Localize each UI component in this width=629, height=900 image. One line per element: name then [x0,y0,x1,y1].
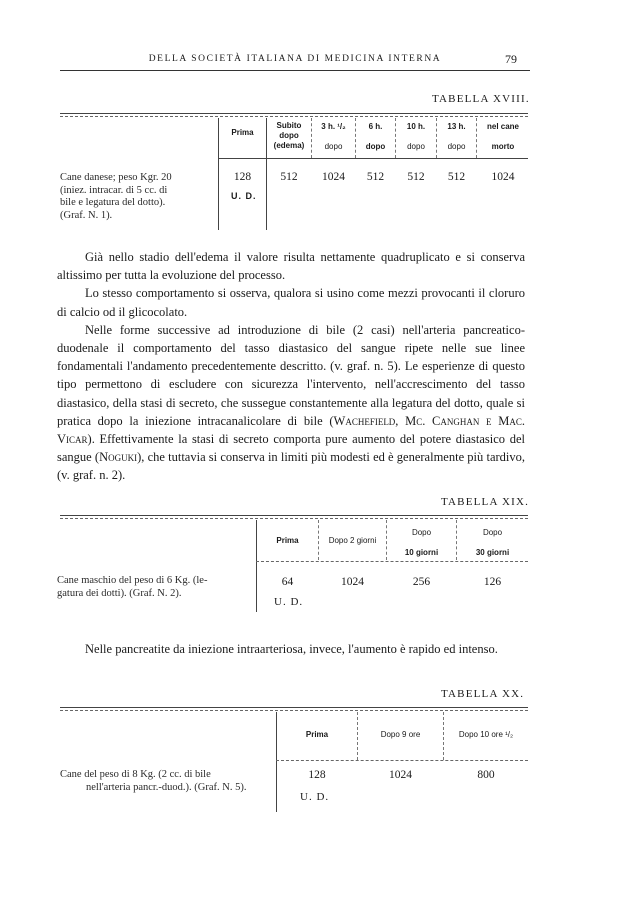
table18-col-header: 3 h. ¹/₂ dopo [321,122,346,151]
table20-cell: 1024 [389,769,412,781]
table20-col-header: Dopo 9 ore [380,730,421,739]
paragraph: Lo stesso comportamento si osserva, qualora si usino come mezzi provocanti il cloruro di calcio od il glicocolato. [57,286,525,319]
table19-col-header: Prima [276,536,299,545]
table18-cell: 1024 [322,171,345,183]
table19-cell: 256 [412,576,431,588]
table19-col-header: Dopo 30 giorni [475,528,510,557]
table19-row-label: Cane maschio del peso di 6 Kg. (le- gatura dei dotti). (Graf. N. 2). [57,575,208,599]
table20-vline [276,712,277,812]
table19-header-rule [256,561,528,562]
table19-cell: 126 [483,576,502,588]
table18-col-header: Prima [231,128,254,137]
table18-col-header: nel cane morto [486,122,519,151]
table19-cell: 1024 [341,576,364,588]
table20-title: TABELLA XX. [441,688,525,700]
header-rule [60,70,530,71]
table18-top-rule [60,113,528,114]
table20-row-label: Cane del peso di 8 Kg. (2 cc. di bile nell'arteria pancr.-duod.). (Graf. N. 5). [60,769,247,793]
table18-col-header: 13 h. dopo [447,122,466,151]
table20-top-rule [60,707,528,708]
table18-row-label: Cane danese; peso Kgr. 20 (iniez. intracar. di 5 cc. di bile e legatura del dotto). (Graf. N. 1). [60,172,172,221]
table19-col-header: Dopo 2 giorni [328,536,377,545]
table18-unit: U. D. [231,191,257,201]
table18-top-rule-2 [60,116,528,117]
table18-cell: 1024 [491,171,515,183]
table18-cell: 512 [366,171,385,183]
table18-col-header: 6 h. dopo [365,122,386,151]
table18-cell: 512 [447,171,466,183]
paragraph: Nelle forme successive ad introduzione di bile (2 casi) nell'arteria pancreatico-duodenale il comportamento del tasso diastasico del sangue ripete nelle sue linee fondamentali l'andamento precedentemente descritto. (v. graf. n. 5). Le esperienze di questo tipo permettono di escludere con sicurezza l'intervento, nell'accrescimento del tasso diastasico, della stasi di secreto, che sussegue constantemente alla legatura del dotto, quale si pratica dopo la iniezione intracanalicolare di bile (Wachefield, Mc. Canghan e Mac. Vicar). Effettivamente la stasi di secreto comporta pure aumento del potere diastasico del sangue (Noguki), che tuttavia si conserva in limiti più modesti ed è generalmente più tardivo, (v. graf. n. 2). [57,322,526,483]
table20-col-header: Prima [305,730,329,739]
table20-cell: 800 [477,769,495,781]
body-text [57,248,525,485]
body-text-2 [57,640,525,658]
paragraph: Già nello stadio dell'edema il valore risulta nettamente quadruplicato e si conserva altissimo per tutta la evoluzione del processo. [57,250,525,283]
table20-cell: 128 [308,769,326,781]
table18-header-rule [218,158,528,159]
table18-cell: 512 [407,171,425,183]
table19-vline [256,520,257,612]
table19-unit: U. D. [274,596,304,608]
table20-header-rule [276,760,528,761]
page-number: 79 [505,52,517,66]
table19-top-rule-2 [60,518,528,519]
table20-col-header: Dopo 10 ore ¹/₂ [458,730,514,739]
table19-cell: 64 [281,576,294,588]
table20-top-rule-2 [60,710,528,711]
table20-unit: U. D. [300,791,330,803]
running-head: DELLA SOCIETÀ ITALIANA DI MEDICINA INTERNA [148,54,442,64]
paragraph: Nelle pancreatite da iniezione intraarteriosa, invece, l'aumento è rapido ed intenso. [85,642,498,656]
table18-cell: 128 [233,171,252,183]
table19-col-header: Dopo 10 giorni [404,528,439,557]
table18-title: TABELLA XVIII. [432,93,530,105]
table18-cell: 512 [280,171,298,183]
table19-top-rule [60,515,528,516]
table18-col-header: 10 h. dopo [406,122,426,151]
table19-title: TABELLA XIX. [441,496,530,508]
table18-col-header: Subito dopo (edema) [273,121,305,150]
